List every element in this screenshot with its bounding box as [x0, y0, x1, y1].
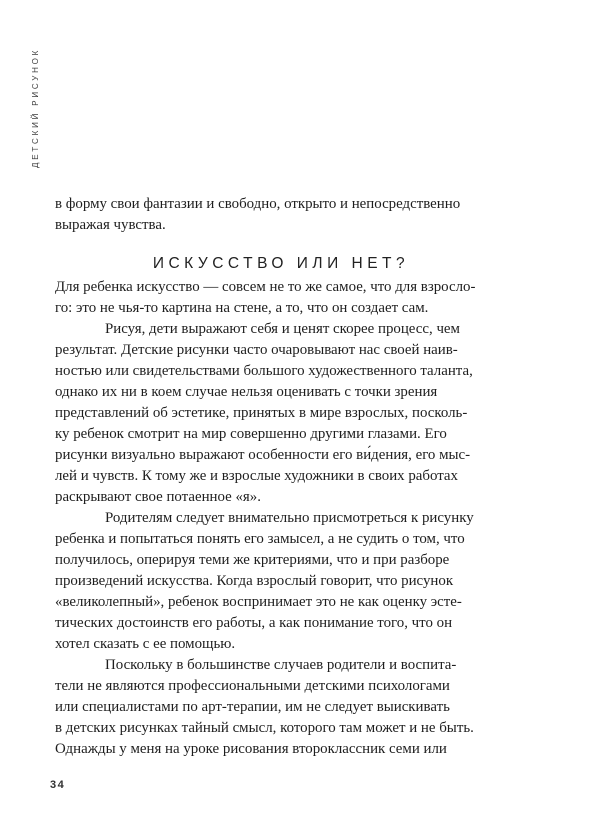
text-column	[55, 194, 507, 760]
text-line: рисунки визуально выражают особенности его ви́дения, его мыс-	[55, 447, 471, 463]
text-line: ребенка и попытаться понять его замысел, а не судить о том, что	[55, 531, 465, 547]
paragraph	[55, 655, 507, 760]
section-heading: ИСКУССТВО ИЛИ НЕТ?	[152, 255, 410, 272]
text-line: го: это не чья-то картина на стене, а то, что он создает сам.	[55, 300, 429, 316]
text-line: получилось, оперируя теми же критериями, что и при разборе	[55, 552, 450, 568]
text-line: Рисуя, дети выражают себя и ценят скорее процесс, чем	[105, 321, 460, 337]
text-line: в форму свои фантазии и свободно, открыто и непосредственно	[55, 196, 461, 212]
text-line: Для ребенка искусство — совсем не то же самое, что для взросло-	[55, 279, 476, 295]
text-line: тели не являются профессиональными детскими психологами	[55, 678, 450, 694]
paragraph	[55, 194, 507, 236]
text-line: произведений искусства. Когда взрослый говорит, что рисунок	[55, 573, 454, 589]
running-title-vertical: ДЕТСКИЙ РИСУНОК	[31, 47, 40, 168]
text-line: или специалистами по арт-терапии, им не следует выискивать	[55, 699, 450, 715]
text-line: хотел сказать с ее помощью.	[55, 636, 236, 652]
text-line: ку ребенок смотрит на мир совершенно другими глазами. Его	[55, 426, 447, 442]
paragraph	[55, 277, 507, 319]
text-line: результат. Детские рисунки часто очаровывают нас своей наив-	[55, 342, 458, 358]
text-line: Однажды у меня на уроке рисования второклассник семи или	[55, 741, 447, 757]
paragraph	[55, 508, 507, 655]
text-line: однако их ни в коем случае нельзя оценивать с точки зрения	[55, 384, 438, 400]
text-line: раскрывают свое потаенное «я».	[55, 489, 261, 505]
text-line: Родителям следует внимательно присмотреться к рисунку	[105, 510, 474, 526]
text-line: «великолепный», ребенок воспринимает это не как оценку эсте-	[55, 594, 462, 610]
text-line: ностью или свидетельствами большого художественного таланта,	[55, 363, 473, 379]
text-line: выражая чувства.	[55, 217, 166, 233]
paragraph	[55, 319, 507, 508]
text-line: тических достоинств его работы, а как понимание того, что он	[55, 615, 453, 631]
text-line: в детских рисунках тайный смысл, которого там может и не быть.	[55, 720, 474, 736]
text-line: представлений об эстетике, принятых в мире взрослых, посколь-	[55, 405, 468, 421]
page-number: 34	[50, 779, 66, 791]
text-line: Поскольку в большинстве случаев родители и воспита-	[105, 657, 457, 673]
text-line: лей и чувств. К тому же и взрослые художники в своих работах	[55, 468, 458, 484]
